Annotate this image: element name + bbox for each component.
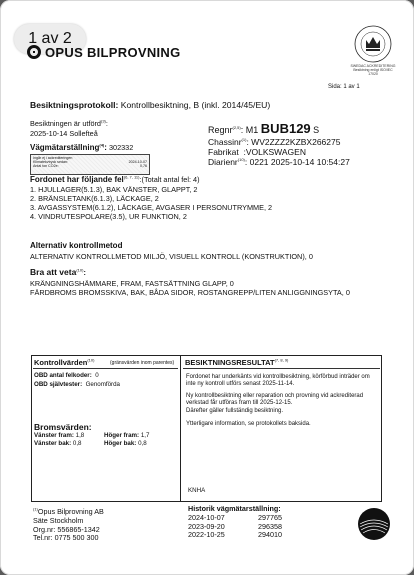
obd-faults-value: 0 — [95, 372, 99, 379]
defect-item: 1. HJULLAGER(5.1.3), BAK VÄNSTER, GLAPPT, 2 — [30, 185, 198, 194]
climate-line3-value: 0,76 — [140, 164, 147, 169]
signature: KNHA — [188, 487, 206, 494]
odometer-value: 302332 — [108, 143, 134, 152]
swedac-small-text: Besiktning enligt ISO/IEC 17020 — [353, 68, 393, 76]
registration-plate: BUB129 — [260, 121, 311, 136]
diary-value: 0221 2025-10-14 10:54:27 — [249, 157, 350, 167]
vehicle-class: M1 — [245, 125, 259, 135]
history-row: 2023-09-20 296358 — [188, 521, 282, 531]
protocol-title — [30, 100, 270, 110]
diary-line: Diarienr$^{(10)}$: 0221 2025-10-14 10:54:27 — [208, 157, 350, 167]
protocol-title-rest: Kontrollbesiktning, B (inkl. 2014/45/EU) — [118, 100, 271, 110]
result-heading: BESIKTNINGSRESULTAT$^{(7, 8, 9)}$ — [185, 357, 289, 367]
company-name: Opus Bilprovning AB — [37, 507, 104, 516]
result-para2: Ny kontrollbesiktning eller reparation och provning vid ackrediterad verkstad får utföras fram till 2025-12-15. — [186, 393, 364, 407]
good-to-know-line: KRÄNGNINGSHÄMMARE, FRAM, FASTSÄTTNING GLAPP, 0 — [30, 279, 234, 288]
summary-divider — [180, 355, 181, 502]
brake-row: Vänster fram: 1,8 Höger fram: 1,7 — [34, 432, 150, 439]
make-line: Fabrikat :VOLKSWAGEN — [208, 147, 306, 157]
company-block: $^{(1)}$Opus Bilprovning AB Säte Stockholm Org.nr: 556865-1342 Tel.nr: 0775 500 300 — [33, 506, 104, 543]
climate-line2-value: 2024-10-07 — [128, 160, 147, 165]
result-para1: Fordonet har underkänts vid kontrollbesiktning, körförbud inträder om inte ny kontroll utförs senast 2025-11-14. — [186, 374, 370, 388]
divider — [33, 368, 178, 369]
opus-globe-icon — [358, 508, 390, 540]
performed-value: 2025-10-14 Sollefteå — [30, 129, 98, 138]
regnr-line: Regnr$^{(2,5)}$: M1 BUB129 S — [208, 121, 320, 136]
swedac-label: SWEDAC ACKREDITERING — [350, 64, 396, 68]
defects-heading: Fordonet har följande fel$^{(6, 7, 11)}$:(Totalt antal fel: 4) — [30, 174, 200, 184]
obd-self-line: OBD självtester: Genomförda — [34, 381, 121, 388]
result-para4: Ytterligare information, se protokollets baksida. — [186, 421, 311, 427]
brake-row: Vänster bak: 0,8 Höger bak: 0,8 — [34, 440, 147, 447]
company-phone: Tel.nr: 0775 500 300 — [33, 533, 99, 543]
divider — [183, 368, 380, 369]
brakes-heading: Bromsvärden: — [34, 422, 92, 432]
history-block — [188, 505, 281, 540]
obd-faults-line: OBD antal felkoder: 0 — [34, 372, 99, 379]
odometer-line: Vägmätarställning$^{(4)}$: 302332 — [30, 142, 134, 152]
alternative-heading: Alternativ kontrollmetod — [30, 241, 123, 250]
alternative-text: ALTERNATIV KONTROLLMETOD MILJÖ, VISUELL KONTROLL (KONSTRUKTION), 0 — [30, 252, 313, 261]
make-value: VOLKSWAGEN — [245, 147, 306, 157]
control-values-note: (gränsvärden inom parentes) — [110, 360, 175, 366]
control-values-heading: Kontrollvärden$^{(10)}$ — [34, 357, 95, 367]
climate-line2-label: Klimatekvtryck sedan: — [33, 160, 68, 165]
logo-text: OPUS BILPROVNING — [45, 44, 181, 60]
company-org: Org.nr: 556865-1342 — [33, 524, 100, 534]
climate-line3-label: Antal ton CO2e: — [33, 164, 59, 169]
history-row: 2024-10-07 297765 — [188, 512, 282, 522]
swedac-crown-icon — [353, 24, 393, 64]
climate-line1: Ingår ej i ackrediteringen — [33, 156, 73, 160]
regnr-suffix: S — [313, 125, 320, 135]
history-heading: Historik vägmätarställning: — [188, 504, 281, 513]
opus-logo-icon — [27, 45, 41, 59]
page-number-line: Sida: 1 av 1 — [328, 84, 360, 90]
defect-item: 3. AVGASSYSTEM(6.1.2), LÄCKAGE, AVGASER I PERSONUTRYMME, 2 — [30, 203, 273, 212]
chassi-value: WV2ZZZ2KZBX266275 — [251, 137, 341, 147]
defect-item: 2. BRÄNSLETANK(6.1.3), LÄCKAGE, 2 — [30, 194, 159, 203]
defect-item: 4. VINDRUTESPOLARE(3.5), UR FUNKTION, 2 — [30, 212, 187, 221]
chassi-line: Chassinr$^{(1)}$: WV2ZZZ2KZBX266275 — [208, 137, 341, 147]
page-indicator[interactable]: 1 av 2 — [14, 24, 86, 54]
swedac-seal — [350, 24, 396, 76]
climate-info-box — [30, 154, 150, 175]
good-to-know-heading: Bra att veta$^{(10)}$: — [30, 267, 86, 277]
opus-logo — [27, 44, 181, 60]
performed-label: Besiktningen är utförd$^{(3)}$: — [30, 118, 108, 128]
protocol-title-bold: Besiktningsprotokoll: — [30, 100, 119, 110]
good-to-know-line: FÄRDBROMS BROMSSKIVA, BAK, BÅDA SIDOR, ROSTANGREPP/LITEN ANLIGGNINGSYTA, 0 — [30, 288, 350, 297]
history-row: 2022-10-25 294010 — [188, 530, 282, 540]
result-para3: Därefter gäller fullständig besiktning. — [186, 408, 284, 414]
obd-self-value: Genomförda — [85, 381, 121, 388]
company-seat: Säte Stockholm — [33, 515, 84, 525]
